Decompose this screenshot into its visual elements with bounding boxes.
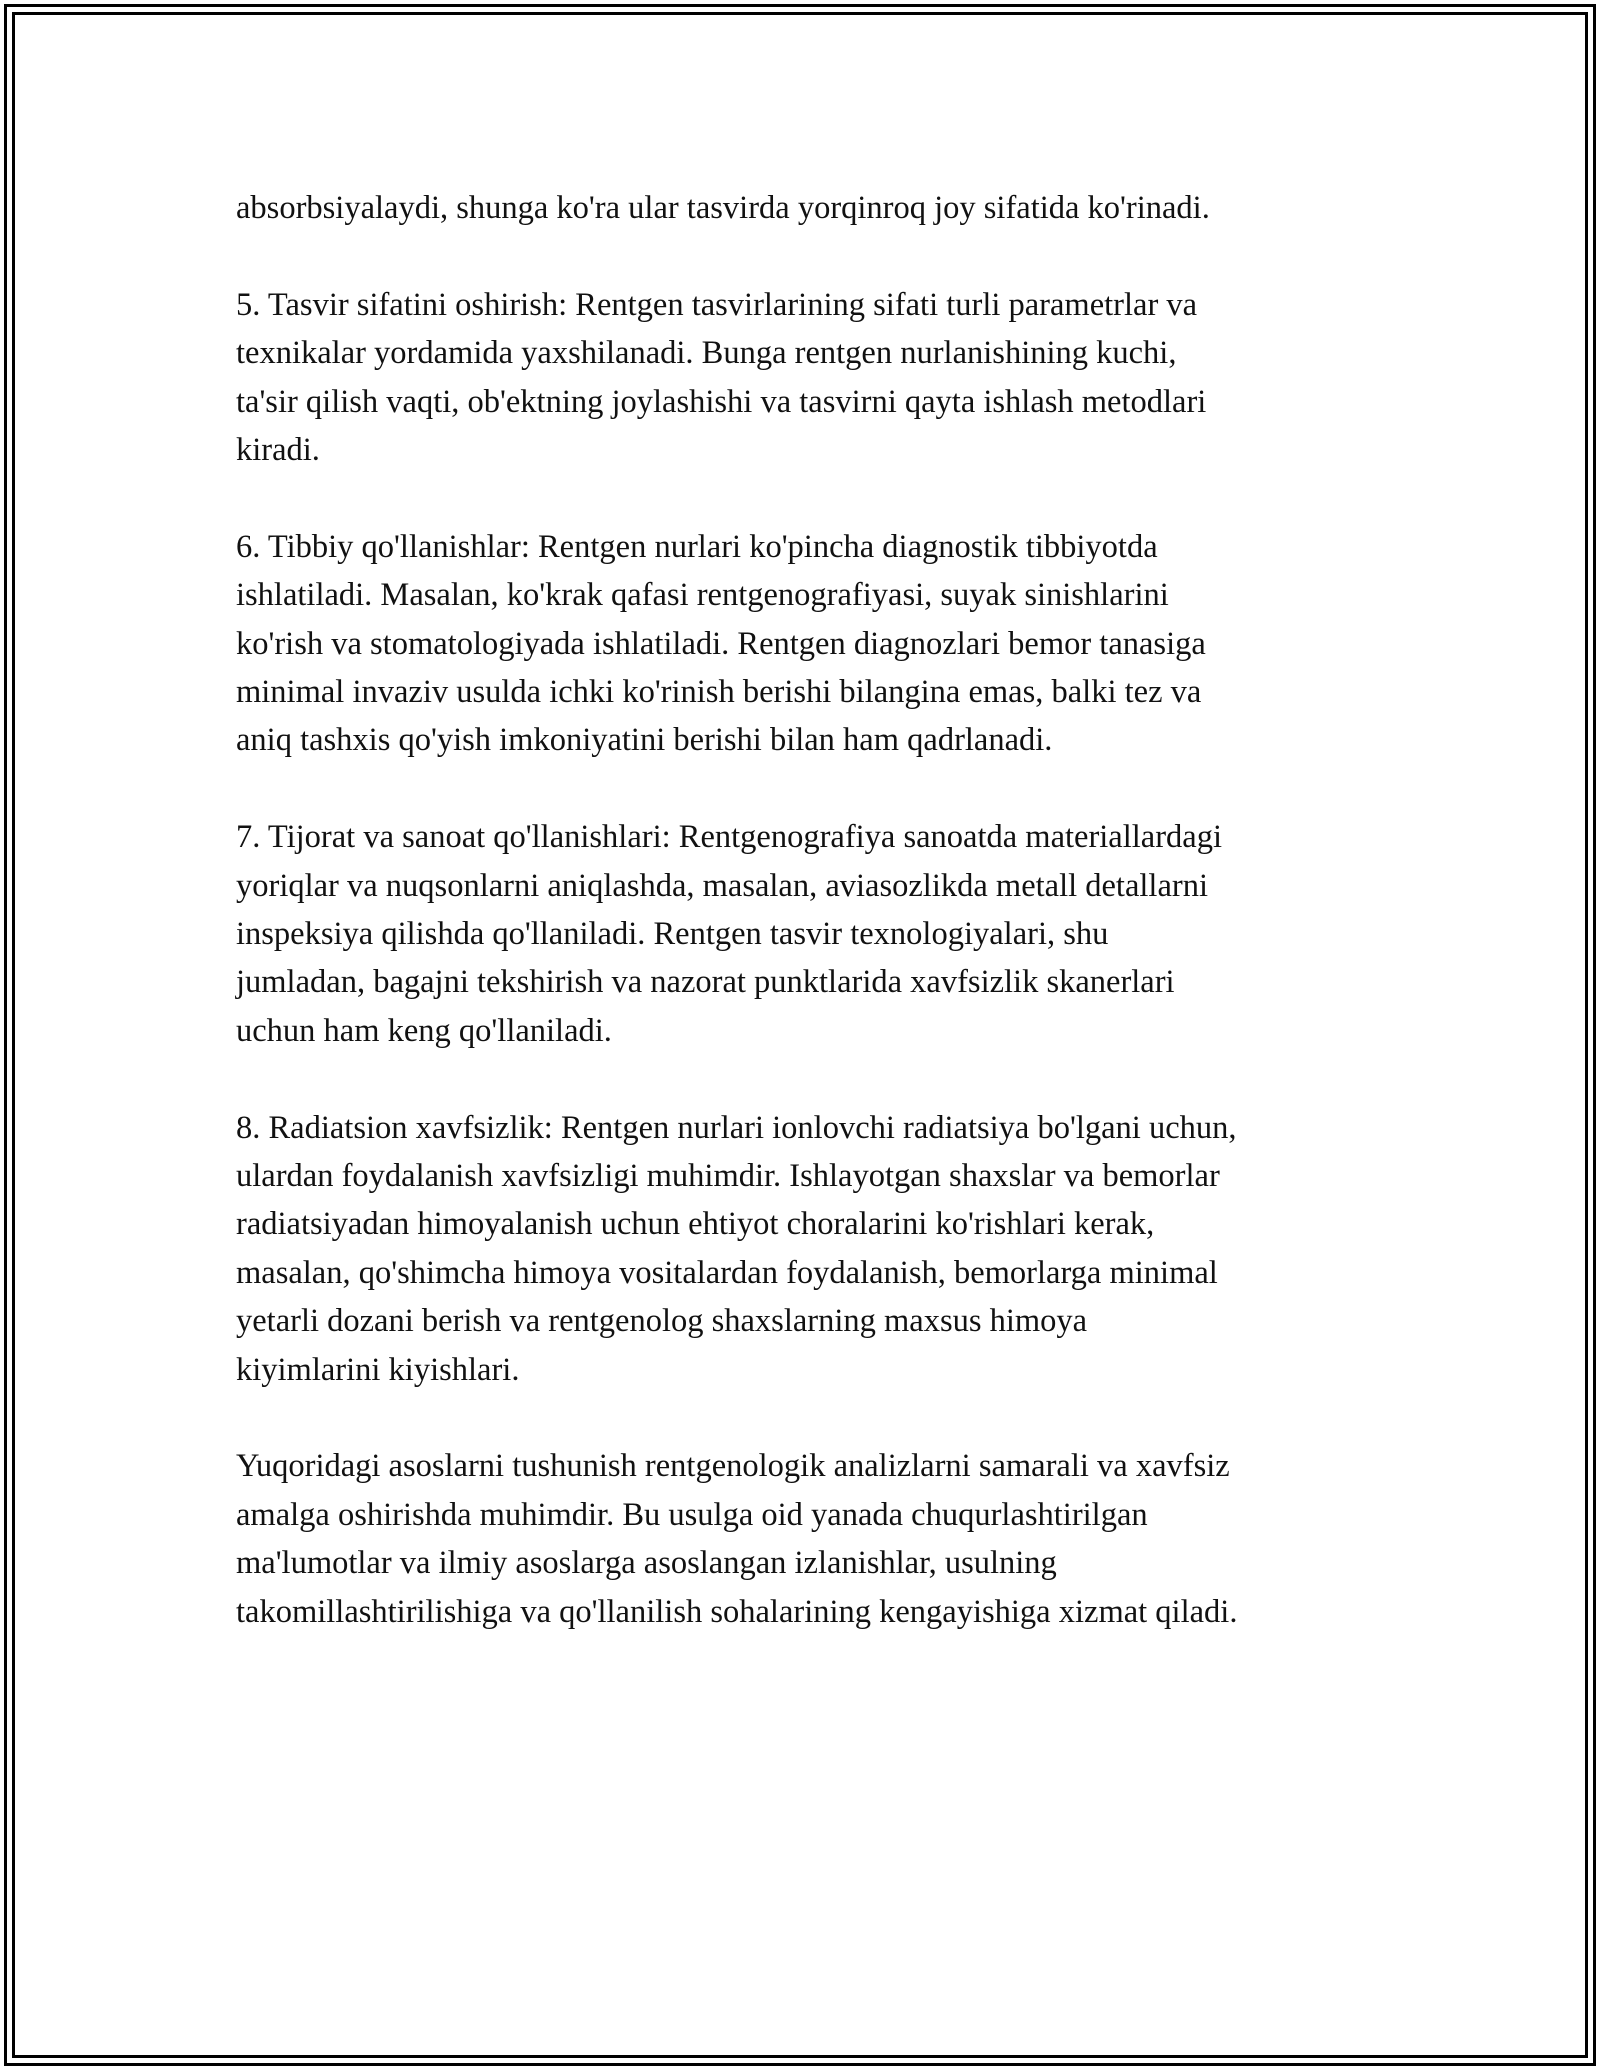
text-line: ulardan foydalanish xavfsizligi muhimdir. Ishlayotgan shaxslar va bemorlar [236,1158,1220,1195]
text-line: ishlatiladi. Masalan, ko'krak qafasi rentgenografiyasi, suyak sinishlarini [236,577,1169,614]
paragraph-industrial-uses [236,813,1416,1055]
paragraph-conclusion [236,1442,1416,1636]
text-line: 7. Tijorat va sanoat qo'llanishlari: Rentgenografiya sanoatda materiallardagi [236,819,1222,856]
paragraph-radiation-safety [236,1104,1416,1394]
text-line: absorbsiyalaydi, shunga ko'ra ular tasvirda yorqinroq joy sifatida ko'rinadi. [236,190,1210,226]
text-line: amalga oshirishda muhimdir. Bu usulga oid yanada chuqurlashtirilgan [236,1496,1148,1533]
text-line: 6. Tibbiy qo'llanishlar: Rentgen nurlari ko'pincha diagnostik tibbiyotda [236,528,1158,565]
text-line: 5. Tasvir sifatini oshirish: Rentgen tasvirlarining sifati turli parametrlar va [236,286,1198,323]
text-line: texnikalar yordamida yaxshilanadi. Bunga rentgen nurlanishining kuchi, [236,335,1177,372]
text-line: Yuqoridagi asoslarni tushunish rentgenologik analizlarni samarali va xavfsiz [236,1448,1230,1485]
text-line: inspeksiya qilishda qo'llaniladi. Rentgen tasvir texnologiyalari, shu [236,916,1109,953]
text-line: kiradi. [236,432,320,469]
text-line: masalan, qo'shimcha himoya vositalardan foydalanish, bemorlarga minimal [236,1254,1218,1291]
text-line: ta'sir qilish vaqti, ob'ektning joylashishi va tasvirni qayta ishlash metodlari [236,383,1207,420]
paragraph-continuation [236,184,1416,232]
paragraph-medical-uses [236,523,1416,765]
text-line: 8. Radiatsion xavfsizlik: Rentgen nurlari ionlovchi radiatsiya bo'lgani uchun, [236,1109,1237,1146]
text-line: uchun ham keng qo'llaniladi. [236,1012,612,1049]
text-line: yoriqlar va nuqsonlarni aniqlashda, masalan, aviasozlikda metall detallarni [236,867,1208,904]
text-line: kiyimlarini kiyishlari. [236,1351,520,1388]
text-line: aniq tashxis qo'yish imkoniyatini berishi bilan ham qadrlanadi. [236,722,1053,759]
text-line: radiatsiyadan himoyalanish uchun ehtiyot choralarini ko'rishlari kerak, [236,1206,1155,1243]
text-line: minimal invaziv usulda ichki ko'rinish berishi bilangina emas, balki tez va [236,674,1202,711]
text-line: jumladan, bagajni tekshirish va nazorat punktlarida xavfsizlik skanerlari [236,964,1175,1001]
text-line: ko'rish va stomatologiyada ishlatiladi. Rentgen diagnozlari bemor tanasiga [236,625,1206,662]
document-body [236,184,1416,1685]
text-line: takomillashtirilishiga va qo'llanilish sohalarining kengayishiga xizmat qiladi. [236,1593,1238,1630]
text-line: ma'lumotlar va ilmiy asoslarga asoslangan izlanishlar, usulning [236,1545,1057,1582]
text-line: yetarli dozani berish va rentgenolog shaxslarning maxsus himoya [236,1303,1088,1340]
paragraph-image-quality [236,281,1416,475]
